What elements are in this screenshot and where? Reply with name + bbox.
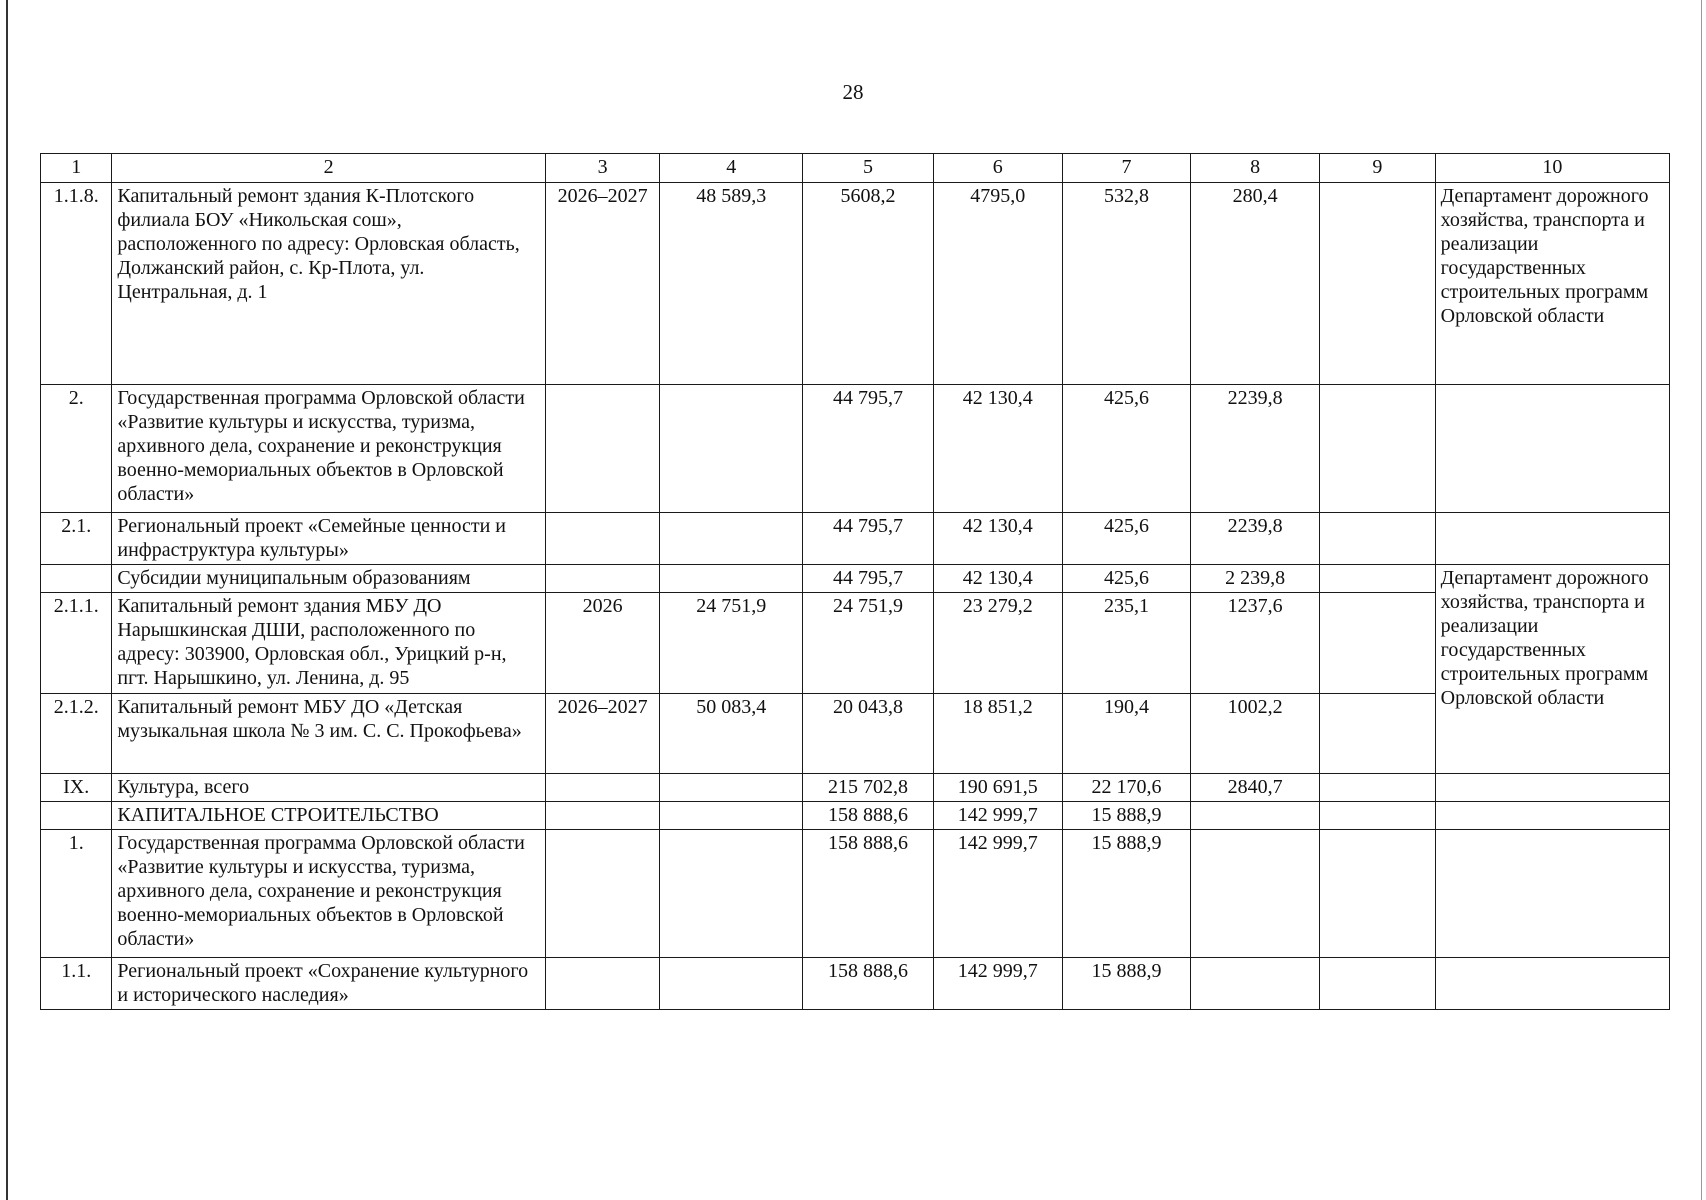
row-cost xyxy=(660,802,803,830)
row-other xyxy=(1320,830,1436,958)
row-other xyxy=(1320,694,1436,774)
row-other xyxy=(1320,774,1436,802)
budget-table xyxy=(40,153,1670,1010)
row-cost xyxy=(660,385,803,513)
column-header: 5 xyxy=(803,154,934,183)
row-regional: 425,6 xyxy=(1062,385,1191,513)
column-header: 4 xyxy=(660,154,803,183)
table-row xyxy=(41,513,1670,565)
row-local xyxy=(1191,830,1320,958)
column-header: 10 xyxy=(1435,154,1669,183)
row-period xyxy=(545,830,660,958)
table-row xyxy=(41,694,1670,774)
row-regional: 190,4 xyxy=(1062,694,1191,774)
table-row xyxy=(41,774,1670,802)
scan-left-edge xyxy=(6,0,8,1200)
row-regional: 15 888,9 xyxy=(1062,958,1191,1010)
table-row xyxy=(41,958,1670,1010)
row-total: 158 888,6 xyxy=(803,958,934,1010)
row-other xyxy=(1320,593,1436,694)
row-other xyxy=(1320,183,1436,385)
row-cost xyxy=(660,565,803,593)
column-header: 9 xyxy=(1320,154,1436,183)
scan-right-edge xyxy=(1701,0,1702,1200)
row-federal: 4795,0 xyxy=(933,183,1062,385)
table-row xyxy=(41,183,1670,385)
row-executor xyxy=(1435,513,1669,565)
row-number: 1.1. xyxy=(41,958,112,1010)
row-period xyxy=(545,513,660,565)
row-regional: 15 888,9 xyxy=(1062,830,1191,958)
table-header-row xyxy=(41,154,1670,183)
row-other xyxy=(1320,802,1436,830)
row-cost xyxy=(660,958,803,1010)
row-executor xyxy=(1435,385,1669,513)
table-row xyxy=(41,802,1670,830)
column-header: 8 xyxy=(1191,154,1320,183)
row-federal: 18 851,2 xyxy=(933,694,1062,774)
row-local: 1002,2 xyxy=(1191,694,1320,774)
row-regional: 425,6 xyxy=(1062,513,1191,565)
row-regional: 22 170,6 xyxy=(1062,774,1191,802)
row-name: КАПИТАЛЬНОЕ СТРОИТЕЛЬСТВО xyxy=(112,802,545,830)
row-name: Капитальный ремонт здания МБУ ДО Нарышкинская ДШИ, расположенного по адресу: 303900, Орловская обл., Урицкий р-н, пгт. Нарышкино, ул. Ленина, д. 95 xyxy=(112,593,545,694)
page-number: 28 xyxy=(842,80,864,104)
row-number xyxy=(41,802,112,830)
row-total: 24 751,9 xyxy=(803,593,934,694)
row-period xyxy=(545,385,660,513)
row-cost: 48 589,3 xyxy=(660,183,803,385)
table-row xyxy=(41,830,1670,958)
row-federal: 142 999,7 xyxy=(933,958,1062,1010)
row-total: 158 888,6 xyxy=(803,802,934,830)
column-header: 7 xyxy=(1062,154,1191,183)
row-local: 2 239,8 xyxy=(1191,565,1320,593)
row-federal: 142 999,7 xyxy=(933,802,1062,830)
row-cost xyxy=(660,774,803,802)
row-name: Капитальный ремонт здания К-Плотского филиала БОУ «Никольская сош», расположенного по адресу: Орловская область, Должанский район, с. Кр-Плота, ул. Центральная, д. 1 xyxy=(112,183,545,385)
row-cost: 24 751,9 xyxy=(660,593,803,694)
row-period: 2026–2027 xyxy=(545,694,660,774)
row-number: 2.1. xyxy=(41,513,112,565)
row-name: Региональный проект «Семейные ценности и инфраструктура культуры» xyxy=(112,513,545,565)
row-period xyxy=(545,774,660,802)
row-regional: 235,1 xyxy=(1062,593,1191,694)
row-number: 1. xyxy=(41,830,112,958)
row-local: 2239,8 xyxy=(1191,513,1320,565)
row-executor: Департамент дорожного хозяйства, транспорта и реализации государственных строительных программ Орловской области xyxy=(1435,183,1669,385)
row-total: 215 702,8 xyxy=(803,774,934,802)
row-other xyxy=(1320,513,1436,565)
row-executor xyxy=(1435,830,1669,958)
row-regional: 425,6 xyxy=(1062,565,1191,593)
row-other xyxy=(1320,958,1436,1010)
row-number: 2.1.2. xyxy=(41,694,112,774)
row-regional: 532,8 xyxy=(1062,183,1191,385)
row-federal: 142 999,7 xyxy=(933,830,1062,958)
row-name: Государственная программа Орловской области «Развитие культуры и искусства, туризма, архивного дела, сохранение и реконструкция военно-мемориальных объектов в Орловской области» xyxy=(112,830,545,958)
row-federal: 190 691,5 xyxy=(933,774,1062,802)
column-header: 1 xyxy=(41,154,112,183)
row-local: 2840,7 xyxy=(1191,774,1320,802)
row-local: 280,4 xyxy=(1191,183,1320,385)
row-number: 2.1.1. xyxy=(41,593,112,694)
row-executor xyxy=(1435,958,1669,1010)
row-total: 158 888,6 xyxy=(803,830,934,958)
row-name: Капитальный ремонт МБУ ДО «Детская музыкальная школа № 3 им. С. С. Прокофьева» xyxy=(112,694,545,774)
row-period xyxy=(545,802,660,830)
column-header: 2 xyxy=(112,154,545,183)
row-federal: 42 130,4 xyxy=(933,565,1062,593)
row-regional: 15 888,9 xyxy=(1062,802,1191,830)
row-local xyxy=(1191,802,1320,830)
row-total: 44 795,7 xyxy=(803,385,934,513)
row-cost: 50 083,4 xyxy=(660,694,803,774)
row-name: Государственная программа Орловской области «Развитие культуры и искусства, туризма, архивного дела, сохранение и реконструкция военно-мемориальных объектов в Орловской области» xyxy=(112,385,545,513)
row-executor: Департамент дорожного хозяйства, транспорта и реализации государственных строительных программ Орловской области xyxy=(1435,565,1669,774)
row-federal: 23 279,2 xyxy=(933,593,1062,694)
row-cost xyxy=(660,513,803,565)
table-row xyxy=(41,593,1670,694)
column-header: 3 xyxy=(545,154,660,183)
row-period xyxy=(545,565,660,593)
table-row xyxy=(41,565,1670,593)
row-period: 2026–2027 xyxy=(545,183,660,385)
row-name: Региональный проект «Сохранение культурного и исторического наследия» xyxy=(112,958,545,1010)
row-period: 2026 xyxy=(545,593,660,694)
row-local: 2239,8 xyxy=(1191,385,1320,513)
row-federal: 42 130,4 xyxy=(933,513,1062,565)
row-period xyxy=(545,958,660,1010)
column-header: 6 xyxy=(933,154,1062,183)
row-cost xyxy=(660,830,803,958)
row-total: 5608,2 xyxy=(803,183,934,385)
row-local: 1237,6 xyxy=(1191,593,1320,694)
row-executor xyxy=(1435,802,1669,830)
row-name: Культура, всего xyxy=(112,774,545,802)
table-row xyxy=(41,385,1670,513)
row-total: 44 795,7 xyxy=(803,513,934,565)
row-number xyxy=(41,565,112,593)
row-local xyxy=(1191,958,1320,1010)
row-other xyxy=(1320,385,1436,513)
row-total: 44 795,7 xyxy=(803,565,934,593)
row-number: 2. xyxy=(41,385,112,513)
row-total: 20 043,8 xyxy=(803,694,934,774)
row-number: IX. xyxy=(41,774,112,802)
row-federal: 42 130,4 xyxy=(933,385,1062,513)
row-name: Субсидии муниципальным образованиям xyxy=(112,565,545,593)
row-other xyxy=(1320,565,1436,593)
row-executor xyxy=(1435,774,1669,802)
row-number: 1.1.8. xyxy=(41,183,112,385)
